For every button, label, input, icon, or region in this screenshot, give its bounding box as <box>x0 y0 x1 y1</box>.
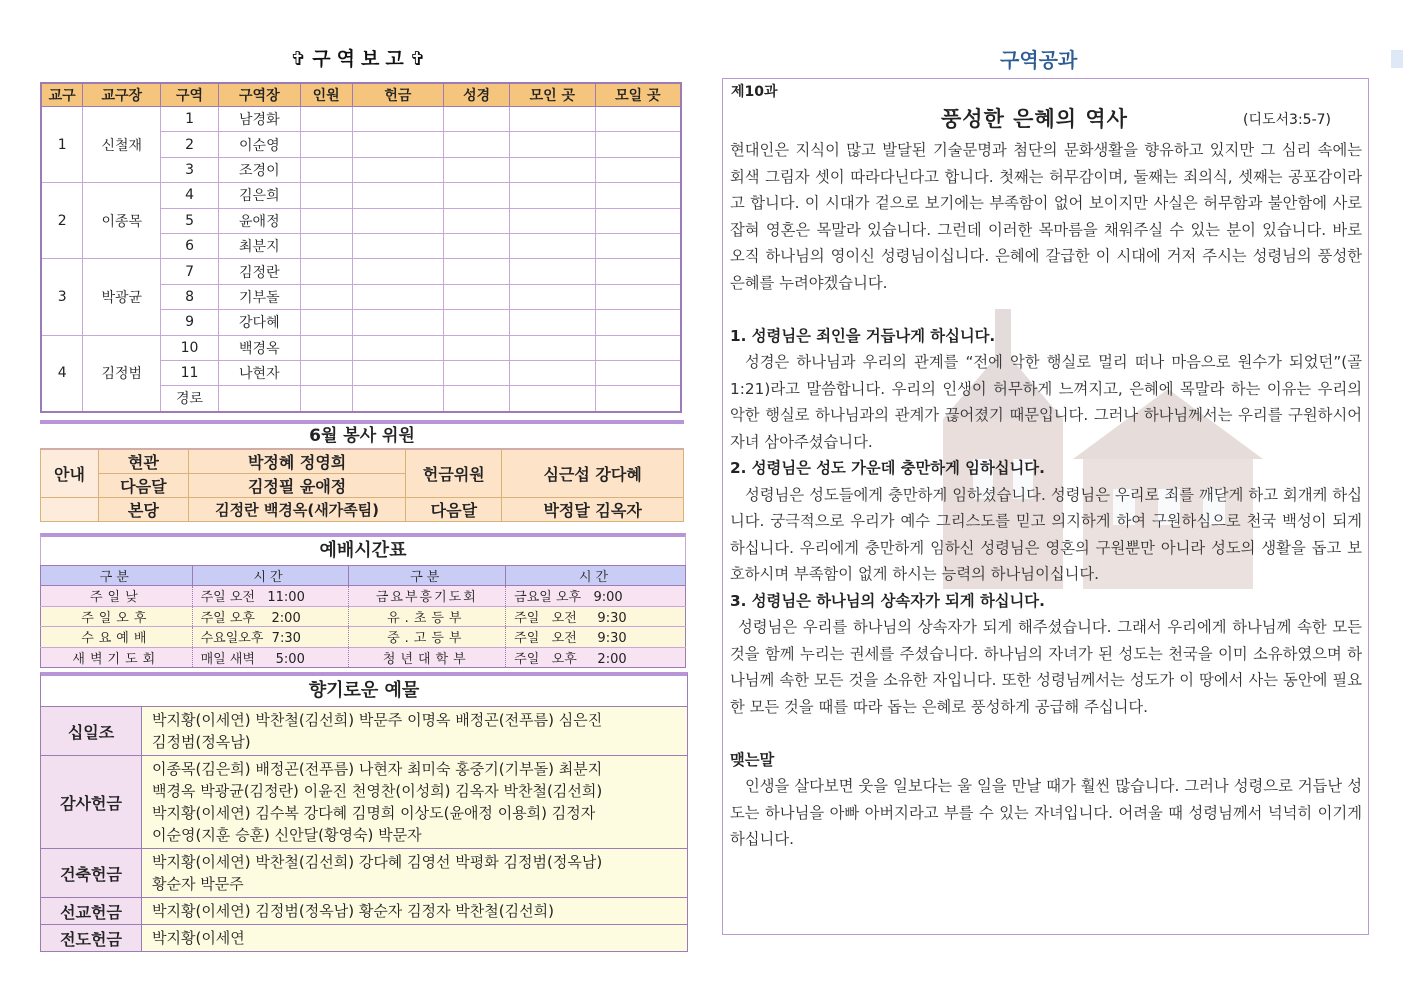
attendance-cell[interactable] <box>300 208 352 233</box>
service-name: 유.초등부 <box>348 606 506 627</box>
met-place-cell[interactable] <box>510 233 596 258</box>
bible-cell[interactable] <box>444 259 510 284</box>
table-row <box>41 183 681 208</box>
header-category: 구분 <box>348 566 506 586</box>
entrance-names: 박정혜 정영희 <box>188 450 406 474</box>
parish-number: 4 <box>41 335 83 412</box>
worship-schedule-table <box>40 565 686 668</box>
guide-label: 안내 <box>41 450 99 498</box>
next-place-cell[interactable] <box>595 183 681 208</box>
offering-names <box>142 756 688 849</box>
name-line: 박지황(이세연) 김정범(정옥남) 황순자 김정자 박찬철(김선희) <box>152 902 554 920</box>
table-row <box>41 707 688 756</box>
lesson-reference: (디도서3:5-7) <box>1243 112 1331 128</box>
offering-category: 감사헌금 <box>41 756 142 849</box>
zone-number: 8 <box>161 284 219 309</box>
next-place-cell[interactable] <box>595 132 681 157</box>
next-place-cell[interactable] <box>595 157 681 182</box>
zone-number: 11 <box>161 360 219 385</box>
next-place-cell[interactable] <box>595 107 681 132</box>
table-row <box>41 450 684 474</box>
header-offering: 헌금 <box>352 83 444 107</box>
bible-cell[interactable] <box>444 335 510 360</box>
lesson-point-1-title: 1. 성령님은 죄인을 거듭나게 하십니다. <box>730 326 996 345</box>
name-line: 김정범(정옥남) <box>152 733 251 751</box>
zone-number: 10 <box>161 335 219 360</box>
attendance-cell[interactable] <box>300 284 352 309</box>
offering-committee-names: 심근섭 강다혜 <box>502 450 684 498</box>
next-place-cell[interactable] <box>595 208 681 233</box>
zone-number: 3 <box>161 157 219 182</box>
offering-cell[interactable] <box>352 132 444 157</box>
met-place-cell[interactable] <box>510 310 596 335</box>
attendance-cell[interactable] <box>300 360 352 385</box>
offerings-title: 향기로운 예물 <box>40 672 688 706</box>
offering-cell[interactable] <box>352 360 444 385</box>
met-place-cell[interactable] <box>510 183 596 208</box>
table-row <box>41 107 681 132</box>
offering-cell[interactable] <box>352 107 444 132</box>
service-members-title: 6월 봉사 위원 <box>40 420 684 449</box>
table-row <box>41 756 688 849</box>
service-name: 금요부흥기도회 <box>348 586 506 607</box>
offering-next-label: 다음달 <box>406 498 502 522</box>
service-members-section <box>40 420 684 522</box>
offering-next-names: 박정달 김옥자 <box>502 498 684 522</box>
header-parish: 교구 <box>41 83 83 107</box>
table-row <box>41 849 688 898</box>
service-name: 중.고등부 <box>348 627 506 648</box>
name-line: 박지황(이세연) 박찬철(김선희) 강다혜 김영선 박평화 김정범(정옥남) <box>152 853 603 871</box>
next-place-cell[interactable] <box>595 233 681 258</box>
header-time: 시간 <box>192 566 348 586</box>
zone-number: 5 <box>161 208 219 233</box>
attendance-cell[interactable] <box>300 335 352 360</box>
next-place-cell[interactable] <box>595 310 681 335</box>
bible-cell[interactable] <box>444 107 510 132</box>
zone-leader: 윤애정 <box>218 208 300 233</box>
lesson-point-3-title: 3. 성령님은 하나님의 상속자가 되게 하십니다. <box>730 591 1045 610</box>
service-time: 매일 새벽 5:00 <box>192 647 348 668</box>
lesson-panel <box>722 78 1369 935</box>
next-place-cell[interactable] <box>595 335 681 360</box>
zone-leader: 최분지 <box>218 233 300 258</box>
lesson-heading: 구역공과 <box>1000 48 1078 72</box>
met-place-cell[interactable] <box>510 386 596 412</box>
offering-cell[interactable] <box>352 310 444 335</box>
service-time: 주일 오전 11:00 <box>192 586 348 607</box>
name-line: 박지황(이세연) 박찬철(김선희) 박문주 이명옥 배정곤(전푸름) 심은진 <box>152 711 603 729</box>
main-hall-names: 김정란 백경옥(새가족팀) <box>188 498 406 522</box>
offering-cell[interactable] <box>352 259 444 284</box>
table-row <box>41 627 686 648</box>
table-row <box>41 925 688 952</box>
header-time: 시간 <box>506 566 686 586</box>
district-report-title: ✞구역보고✞ <box>290 48 432 70</box>
service-name: 주일낮 <box>41 586 193 607</box>
next-place-cell[interactable] <box>595 259 681 284</box>
met-place-cell[interactable] <box>510 360 596 385</box>
attendance-cell[interactable] <box>300 310 352 335</box>
table-row <box>41 606 686 627</box>
attendance-cell[interactable] <box>300 233 352 258</box>
header-parish-leader: 교구장 <box>83 83 161 107</box>
service-name: 새벽기도회 <box>41 647 193 668</box>
zone-number: 9 <box>161 310 219 335</box>
table-row <box>41 898 688 925</box>
table-row <box>41 498 684 522</box>
service-name: 청년대학부 <box>348 647 506 668</box>
service-time: 주일 오전 9:30 <box>506 627 686 648</box>
attendance-cell[interactable] <box>300 132 352 157</box>
main-hall-label: 본당 <box>98 498 188 522</box>
zone-number: 4 <box>161 183 219 208</box>
zone-leader: 조경이 <box>218 157 300 182</box>
attendance-cell[interactable] <box>300 107 352 132</box>
guide-spacer <box>41 498 99 522</box>
header-next-place: 모일 곳 <box>595 83 681 107</box>
bible-cell[interactable] <box>444 208 510 233</box>
lesson-closing-title: 맺는말 <box>730 750 775 769</box>
next-entrance-names: 김정필 윤애정 <box>188 474 406 498</box>
offering-committee-label: 헌금위원 <box>406 450 502 498</box>
lesson-point-2-title: 2. 성령님은 성도 가운데 충만하게 임하십니다. <box>730 459 1045 477</box>
offering-cell[interactable] <box>352 233 444 258</box>
header-category: 구분 <box>41 566 193 586</box>
zone-leader: 나현자 <box>218 360 300 385</box>
lesson-title: 풍성한 은혜의 역사 <box>941 107 1128 131</box>
offerings-section <box>40 672 688 952</box>
zone-leader <box>218 386 300 412</box>
worship-header-row <box>41 566 686 586</box>
offering-names <box>142 898 688 925</box>
bible-cell[interactable] <box>444 386 510 412</box>
parish-leader: 박광균 <box>83 259 161 335</box>
zone-leader: 남경화 <box>218 107 300 132</box>
next-place-cell[interactable] <box>595 360 681 385</box>
offering-cell[interactable] <box>352 183 444 208</box>
table-row <box>41 335 681 360</box>
header-met-place: 모인 곳 <box>510 83 596 107</box>
met-place-cell[interactable] <box>510 132 596 157</box>
met-place-cell[interactable] <box>510 284 596 309</box>
lesson-point-3-body: 성령님은 우리를 하나님의 상속자가 되게 해주셨습니다. 그래서 우리에게 하나님께 속한 모든 것을 함께 누리는 권세를 주셨습니다. 하나님의 자녀가 된 성도는 천국을 이미 소유하였으며 하나님께 속한 모든 것을 소유한 자입니다. 또한 성령님께서는 성도가 이 땅에서 사는 동안에 필요한 모든 것을 때를 따라 돕는 은혜로 풍성하게 공급해 주십니다. <box>730 618 1362 716</box>
header-zone-leader: 구역장 <box>218 83 300 107</box>
name-line: 이순영(지훈 승훈) 신안달(황영숙) 박문자 <box>152 826 422 844</box>
lesson-point-2-body: 성령님은 성도들에게 충만하게 임하셨습니다. 성령님은 우리로 죄를 깨닫게 하고 회개케 하십니다. 궁극적으로 우리가 예수 그리스도를 믿고 의지하게 하여 구원하심으로 천국 백성이 되게 하십니다. 우리에게 충만하게 임하신 성령님은 영혼의 구원뿐만 아니라 성도의 생활을 돕고 보호하시며 부족함이 없게 하시는 능력의 하나님이십니다. <box>730 485 1362 583</box>
offering-names <box>142 925 688 952</box>
lesson-body <box>730 137 1362 853</box>
met-place-cell[interactable] <box>510 107 596 132</box>
name-line: 백경옥 박광균(김정란) 이윤진 천영찬(이성희) 김옥자 박찬철(김선희) <box>152 782 603 800</box>
zone-number: 2 <box>161 132 219 157</box>
attendance-cell[interactable] <box>300 386 352 412</box>
attendance-cell[interactable] <box>300 157 352 182</box>
bible-cell[interactable] <box>444 360 510 385</box>
zone-leader: 김정란 <box>218 259 300 284</box>
bible-cell[interactable] <box>444 310 510 335</box>
service-time: 주일 오후 2:00 <box>506 647 686 668</box>
attendance-cell[interactable] <box>300 183 352 208</box>
offering-cell[interactable] <box>352 284 444 309</box>
next-month-label: 다음달 <box>98 474 188 498</box>
met-place-cell[interactable] <box>510 335 596 360</box>
table-row <box>41 647 686 668</box>
header-zone: 구역 <box>161 83 219 107</box>
met-place-cell[interactable] <box>510 157 596 182</box>
offering-cell[interactable] <box>352 208 444 233</box>
attendance-cell[interactable] <box>300 259 352 284</box>
service-time: 주일 오전 9:30 <box>506 606 686 627</box>
name-line: 황순자 박문주 <box>152 875 244 893</box>
met-place-cell[interactable] <box>510 259 596 284</box>
zone-leader: 이순영 <box>218 132 300 157</box>
zone-number: 7 <box>161 259 219 284</box>
parish-number: 2 <box>41 183 83 259</box>
table-row <box>41 586 686 607</box>
zone-leader: 강다혜 <box>218 310 300 335</box>
parish-number: 1 <box>41 107 83 183</box>
service-name: 주일오후 <box>41 606 193 627</box>
next-place-cell[interactable] <box>595 284 681 309</box>
met-place-cell[interactable] <box>510 208 596 233</box>
header-bible: 성경 <box>444 83 510 107</box>
offering-cell[interactable] <box>352 157 444 182</box>
offering-category: 십일조 <box>41 707 142 756</box>
parish-leader: 신철재 <box>83 107 161 183</box>
offering-category: 전도헌금 <box>41 925 142 952</box>
name-line: 박지황(이세연) 김수복 강다혜 김명희 이상도(윤애정 이용희) 김정자 <box>152 804 596 822</box>
bible-cell[interactable] <box>444 132 510 157</box>
page-corner-mark <box>1391 50 1403 68</box>
header-attendance: 인원 <box>300 83 352 107</box>
name-line: 박지황(이세연 <box>152 929 245 947</box>
bible-cell[interactable] <box>444 233 510 258</box>
district-report-table <box>40 82 682 413</box>
next-place-cell[interactable] <box>595 386 681 412</box>
bible-cell[interactable] <box>444 183 510 208</box>
service-time: 금요일 오후 9:00 <box>506 586 686 607</box>
service-members-table <box>40 449 684 522</box>
lesson-intro: 현대인은 지식이 많고 발달된 기술문명과 첨단의 문화생활을 향유하고 있지만 그 심리 속에는 회색 그림자 셋이 따라다닌다고 합니다. 첫째는 허무감이며, 둘째는 죄의식, 셋째는 공포감이라고 합니다. 이 시대가 겉으로 보기에는 부족함이 없어 보이지만 사실은 허무함과 불안함에 사로잡혀 영혼은 목말라 있습니다. 그런데 이러한 목마름을 채워주실 수 있는 분이 있습니다. 바로 오직 하나님의 영이신 성령님이십니다. 은혜에 갈급한 이 시대에 거저 주시는 성령님의 풍성한 은혜를 누려야겠습니다. <box>730 141 1362 292</box>
lesson-number: 제10과 <box>731 84 778 100</box>
bible-cell[interactable] <box>444 284 510 309</box>
zone-leader: 김은희 <box>218 183 300 208</box>
offering-cell[interactable] <box>352 386 444 412</box>
service-name: 수요예배 <box>41 627 193 648</box>
lesson-closing-body: 인생을 살다보면 웃을 일보다는 울 일을 만날 때가 훨씬 많습니다. 그러나 성령으로 거듭난 성도는 하나님을 아빠 아버지라고 부를 수 있는 자녀입니다. 어려울 때 성령님께서 넉넉히 이기게 하십니다. <box>730 777 1362 848</box>
zone-number: 경로 <box>161 386 219 412</box>
bible-cell[interactable] <box>444 157 510 182</box>
offering-category: 건축헌금 <box>41 849 142 898</box>
offerings-table <box>40 706 688 952</box>
district-header-row <box>41 83 681 107</box>
service-time: 주일 오후 2:00 <box>192 606 348 627</box>
parish-number: 3 <box>41 259 83 335</box>
offering-names <box>142 707 688 756</box>
worship-schedule-title: 예배시간표 <box>40 533 686 565</box>
offering-category: 선교헌금 <box>41 898 142 925</box>
parish-leader: 김정범 <box>83 335 161 412</box>
offering-cell[interactable] <box>352 335 444 360</box>
zone-leader: 백경옥 <box>218 335 300 360</box>
service-time: 수요일오후 7:30 <box>192 627 348 648</box>
zone-number: 6 <box>161 233 219 258</box>
offering-names <box>142 849 688 898</box>
lesson-point-1-body: 성경은 하나님과 우리의 관계를 “전에 악한 행실로 멀리 떠나 마음으로 원수가 되었던”(골1:21)라고 말씀합니다. 우리의 인생이 허무하게 느껴지고, 은혜에 목말라 하는 이유는 우리의 악한 행실로 하나님과의 관계가 끊어졌기 때문입니다. 그러나 하나님께서는 우리를 구원하시어 자녀 삼아주셨습니다. <box>730 353 1362 451</box>
parish-leader: 이종목 <box>83 183 161 259</box>
table-row <box>41 259 681 284</box>
name-line: 이종목(김은희) 배정곤(전푸름) 나현자 최미숙 홍중기(기부돌) 최분지 <box>152 760 603 778</box>
entrance-label: 현관 <box>98 450 188 474</box>
zone-number: 1 <box>161 107 219 132</box>
worship-schedule-section <box>40 533 686 668</box>
zone-leader: 기부돌 <box>218 284 300 309</box>
